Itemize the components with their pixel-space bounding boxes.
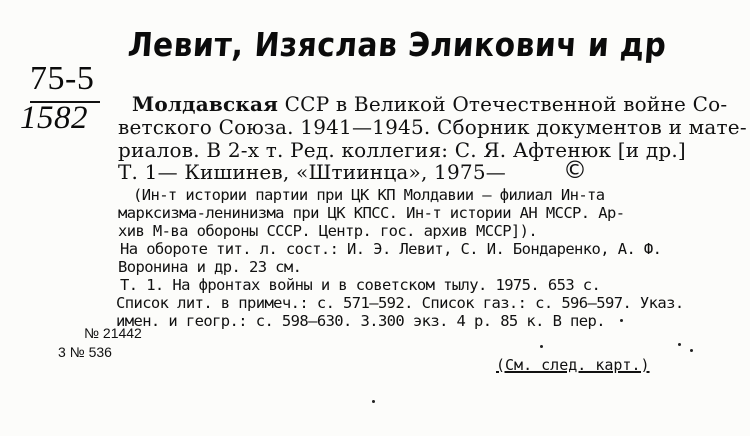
ink-speck [690, 349, 693, 352]
entry-line-4: Т. 1— Кишинев, «Штиинца», 1975— [118, 160, 506, 184]
entry-line-6: марксизма-ленинизма при ЦК КПСС. Ин-т истории АН МССР. Ар- [118, 204, 625, 222]
shelf-mark-top: 75-5 [30, 60, 95, 97]
entry-line-3: риалов. В 2-х т. Ред. коллегия: С. Я. Афтенюк [и др.] [118, 138, 686, 162]
copyright-mark: © [563, 156, 587, 184]
entry-line-11: Список лит. в примеч.: с. 571—592. Список газ.: с. 596—597. Указ. [116, 294, 684, 312]
ink-speck [678, 343, 681, 346]
entry-title-bold: Молдавская [132, 92, 279, 116]
order-number: 3 № 536 [58, 344, 112, 360]
ink-speck [620, 319, 623, 322]
entry-line-9: Воронина и др. 23 см. [118, 258, 302, 276]
see-next-card-note: (См. след. карт.) [496, 356, 650, 374]
inventory-number: № 21442 [84, 325, 142, 341]
entry-title-rest: ССР в Великой Отечественной войне Со- [278, 92, 728, 116]
ink-speck [540, 345, 543, 348]
entry-line-2: ветского Союза. 1941—1945. Сборник документов и мате- [118, 115, 747, 139]
entry-line-8: На обороте тит. л. сост.: И. Э. Левит, С. И. Бондаренко, А. Ф. [120, 240, 662, 258]
entry-line-1 [132, 92, 727, 116]
ink-speck [372, 400, 375, 403]
entry-line-7: хив М-ва обороны СССР. Центр. гос. архив МССР]). [118, 222, 538, 240]
entry-line-10: Т. 1. На фронтах войны и в советском тылу. 1975. 653 с. [120, 276, 601, 294]
shelf-mark-bottom: 1582 [20, 100, 88, 136]
entry-line-12: имен. и геогр.: с. 598—630. 3.300 экз. 4 р. 85 к. В пер. [116, 312, 605, 330]
entry-line-5: (Ин-т истории партии при ЦК КП Молдавии — филиал Ин-та [133, 186, 605, 204]
handwritten-author-name: Левит, Изяслав Эликович и др [126, 25, 668, 64]
